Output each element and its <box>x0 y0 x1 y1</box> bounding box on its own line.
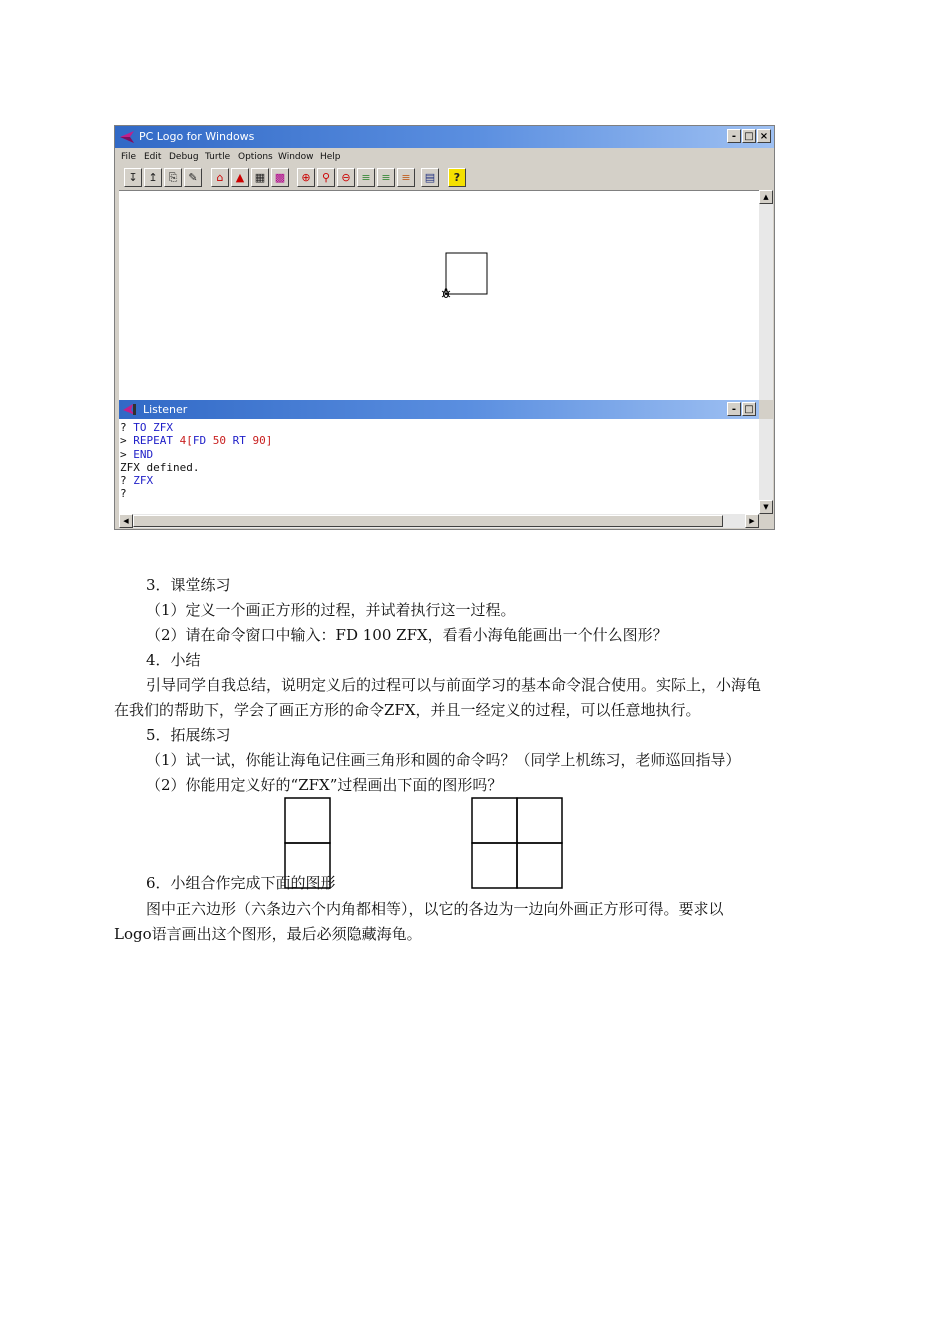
section-3-item-2: （2）请在命令窗口中输入：FD 100 ZFX，看看小海龟能画出一个什么图形？ <box>146 626 668 644</box>
maximize-button[interactable]: □ <box>742 129 756 143</box>
listener-line: > REPEAT 4[FD 50 RT 90] <box>120 434 273 448</box>
listener-line: ? ZFX <box>120 474 154 488</box>
listener-titlebar[interactable] <box>119 400 759 419</box>
listener-logo-icon <box>123 403 138 416</box>
section-6-heading: 6．小组合作完成下面的图形 <box>146 874 336 892</box>
listener-line: > END <box>120 447 154 461</box>
section-5-item-1: （1）试一试，你能让海龟记住画三角形和圆的命令吗？（同学上机练习，老师巡回指导） <box>146 751 741 769</box>
scroll-thumb[interactable] <box>133 515 723 527</box>
scroll-left-icon[interactable]: ◀ <box>119 514 133 528</box>
home-icon[interactable]: ⌂ <box>211 168 229 187</box>
menu-options[interactable]: Options <box>238 152 273 162</box>
listener-line: ? <box>120 487 127 501</box>
turtle-canvas[interactable] <box>119 190 759 401</box>
listener-line: ? TO ZFX <box>120 421 173 434</box>
pattern-icon[interactable]: ▦ <box>251 168 269 187</box>
turtle-drawing <box>119 191 759 401</box>
listener-hscrollbar[interactable] <box>119 514 759 528</box>
drawn-square <box>446 253 487 294</box>
listener-minimize-button[interactable]: - <box>727 402 741 416</box>
print-icon[interactable]: ⎘ <box>164 168 182 187</box>
scroll-right-icon[interactable]: ▶ <box>745 514 759 528</box>
menu-window[interactable]: Window <box>278 152 314 162</box>
window-icon[interactable]: ▤ <box>421 168 439 187</box>
close-button[interactable]: × <box>757 129 771 143</box>
pc-logo-window <box>114 125 775 530</box>
trace-icon[interactable]: ≡ <box>357 168 375 187</box>
window-titlebar[interactable] <box>115 126 774 148</box>
load-icon[interactable]: ↧ <box>124 168 142 187</box>
menu-help[interactable]: Help <box>320 152 341 162</box>
minimize-button[interactable]: - <box>727 129 741 143</box>
edit-icon[interactable]: ✎ <box>184 168 202 187</box>
save-icon[interactable]: ↥ <box>144 168 162 187</box>
zoom-out-icon[interactable]: ⊖ <box>337 168 355 187</box>
section-6-line-1: 图中正六边形（六条边六个内角都相等），以它的各边为一边向外画正方形可得。要求以 <box>146 900 724 918</box>
section-4-line-1: 引导同学自我总结，说明定义后的过程可以与前面学习的基本命令混合使用。实际上，小海龟 <box>146 676 762 694</box>
toolbar <box>115 166 774 190</box>
help-icon[interactable]: ? <box>448 168 466 187</box>
menu-file[interactable]: File <box>121 152 137 162</box>
turtle-icon[interactable]: ▲ <box>231 168 249 187</box>
step-icon[interactable]: ≡ <box>377 168 395 187</box>
section-3-heading: 3．课堂练习 <box>146 576 231 594</box>
section-4-heading: 4．小结 <box>146 651 201 669</box>
colors-icon[interactable]: ▩ <box>271 168 289 187</box>
stop-icon[interactable]: ≡ <box>397 168 415 187</box>
listener-window <box>119 400 773 528</box>
zoom-in-icon[interactable]: ⊕ <box>297 168 315 187</box>
section-6-line-2: Logo语言画出这个图形，最后必须隐藏海龟。 <box>114 925 422 943</box>
listener-output[interactable] <box>119 419 759 514</box>
four-square-figure <box>471 797 563 889</box>
zoom-icon[interactable]: ⚲ <box>317 168 335 187</box>
menu-bar <box>115 148 774 166</box>
section-4-line-2: 在我们的帮助下，学会了画正方形的命令ZFX，并且一经定义的过程，可以任意地执行。 <box>114 701 701 719</box>
menu-edit[interactable]: Edit <box>144 152 162 162</box>
menu-debug[interactable]: Debug <box>169 152 199 162</box>
section-5-item-2: （2）你能用定义好的“ZFX”过程画出下面的图形吗？ <box>146 776 503 794</box>
listener-title: Listener <box>143 403 188 416</box>
section-3-item-1: （1）定义一个画正方形的过程，并试着执行这一过程。 <box>146 601 516 619</box>
listener-line: ZFX defined. <box>120 460 200 474</box>
listener-maximize-button[interactable]: □ <box>742 402 756 416</box>
listener-scroll-down-icon[interactable]: ▼ <box>759 500 773 514</box>
menu-turtle[interactable]: Turtle <box>205 152 231 162</box>
pc-logo-icon <box>119 130 135 144</box>
section-5-heading: 5．拓展练习 <box>146 726 231 744</box>
canvas-scrollbar[interactable] <box>759 190 773 400</box>
scroll-up-icon[interactable]: ▲ <box>759 190 773 204</box>
window-title: PC Logo for Windows <box>139 130 255 143</box>
